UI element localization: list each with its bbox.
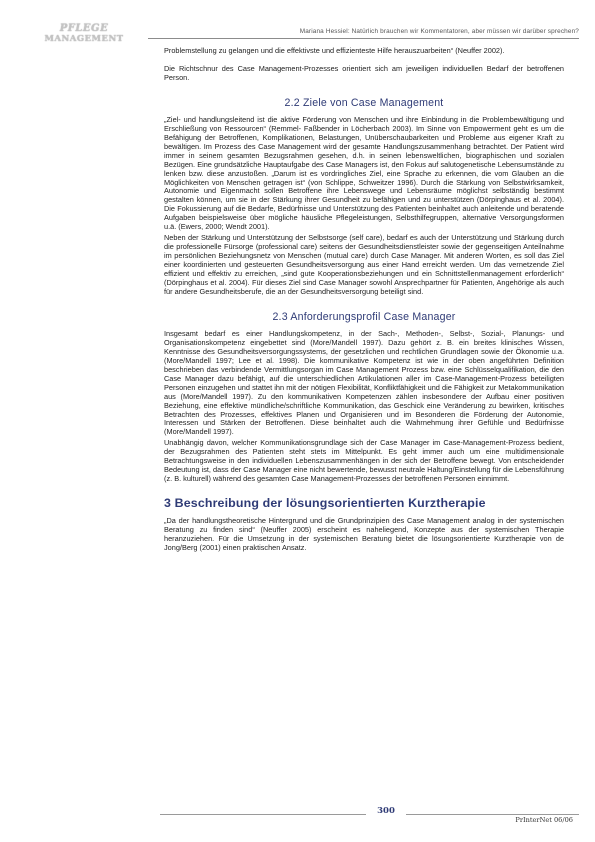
paragraph-richtschnur: Die Richtschnur des Case Management-Prozesses orientiert sich am jeweiligen individuellen Bedarf der betroffenen Person. [164, 63, 564, 82]
paragraph-intro: Problemstellung zu gelangen und die effektivste und effizienteste Hilfe herauszuarbeiten“ (Neuffer 2002). [164, 46, 505, 55]
footer-rule-right [406, 814, 579, 815]
page-footer [0, 802, 595, 842]
journal-logo [28, 24, 140, 46]
paragraph-kurztherapie-1: „Da der handlungstheoretische Hintergrund und die Grundprinzipien des Case Management analog in der systemischen Beratung zu finden sind“ (Neuffer 2005) erscheint es naheliegend, Konzepte aus der systemischen Therapie heranzuziehen. Für die Umsetzung in der systemischen Beratung bietet die lösungsorientierte Kurztherapie von de Jong/Berg (2001) einen praktischen Ansatz. [164, 516, 564, 552]
paragraph-anforderung-2: Unabhängig davon, welcher Kommunikationsgrundlage sich der Case Manager im Case-Management-Prozess bedient, der Bezugsrahmen des Patienten steht stets im Mittelpunkt. Es geht immer auch um eine multidimensionale Betrachtungsweise in den individuellen Lebenszusammenhängen in der sich der Betroffene bewegt. Von entscheidender Bedeutung ist, dass der Case Manager eine nicht bewertende, bewusst neutrale Haltung/Einstellung für die Lebensführung (z. B. kulturell) während des gesamten Case Management-Prozesses der betroffenen Personen einnimmt. [164, 438, 564, 484]
page-number: 300 [377, 806, 395, 816]
paragraph-ziele-2: Neben der Stärkung und Unterstützung der Selbstsorge (self care), bedarf es auch der Unterstützung und Stärkung durch die professionelle Fürsorge (professional care) seitens der Gesundheitsdienstleister sowie der gegenseitigen Anteilnahme im persönlichen Beziehungsnetz von Menschen (mutual care) durch Case Manager. Mit anderen Worten, es soll das Ziel einer koordinierten und gesteuerten Gesundheitsversorgung aus einer Hand erreicht werden. Um das vernetzende Ziel effizient und effektiv zu erreichen, „sind gute Kooperationsbeziehungen und ein Schnittstellenmanagement erforderlich“ (Dörpinghaus et al. 2004). Für dieses Ziel sind Case Manager sowohl Ansprechpartner für Patienten, Angehörige als auch für andere Gesundheitsberufe, die an der Gesundheitsversorgung beteiligt sind. [164, 233, 564, 296]
running-head: Mariana Hessiel: Natürlich brauchen wir Kommentatoren, aber müssen wir darüber sprechen? [299, 28, 579, 35]
paragraph-ziele-1: „Ziel- und handlungsleitend ist die aktive Förderung von Menschen und ihre Einbindung in die Problembewältigung und Erschließung von Ressourcen“ (Remmel- Faßbender in Löcherbach 2003). Im Sinne von Empowerment geht es um die Befähigung der Betroffenen, Komplikationen, Belastungen, Unüberschaubarkeiten und Probleme aus eigener Kraft zu bewältigen. Im Prozess des Case Management wird der gesamte Handlungszusammenhang betrachtet. Der Patient wird immer in seinem gesamten Bezugsrahmen gesehen, d.h. in seinen lebensweltlichen, biographischen und sozialen Bezügen. Eine grundsätzliche Hauptaufgabe des Case Managers ist, den Fokus auf salutogenetische Lebensumstände zu lenken bzw. diese anzustoßen. „Darum ist es vordringliches Ziel, eine Sprache zu erkennen, die vom Glauben an die Möglichkeiten von Menschen getragen ist“ (von Schlippe, Schweitzer 1996). Durch die Stärkung von Selbstwirksamkeit, Autonomie und Eigenmacht sollen Betroffene ihre Lebenswege und Lebensräume möglichst selbständig bestimmt gestalten können, um sie in der Stärkung ihrer Gesundheit zu befähigen und zu unterstützen (Dörpinghaus et al. 2004). Die Fokussierung auf die Bedarfe, Bedürfnisse und Unterstützung des Patienten beinhaltet auch anleitende und beratende Aufgaben beispielsweise über mögliche häusliche Pflegeleistungen, Selbsthilfegruppen, alternative Versorgungsformen u.ä. (Ewers, 2000; Wendt 2001). [164, 114, 564, 232]
footer-rule-left [160, 814, 366, 815]
journal-reference: PrInterNet 06/06 [515, 816, 573, 824]
logo-line-1: PFLEGE [59, 23, 109, 34]
page-header [0, 0, 595, 52]
article-body [164, 47, 564, 562]
paragraph-anforderung-1: Insgesamt bedarf es einer Handlungskompetenz, in der Sach-, Methoden-, Selbst-, Sozial-, Planungs- und Organisationskompetenz eingebettet sind (More/Mandell 1997). Dazu gehört z. B. ein breites klinisches Wissen, Kenntnisse des Gesundheitsversorgungssystems, der gesetzlichen und rechtlichen Grundlagen sowie der Ökonomie u.a. (More/Mandell 1997; Lee et al. 1998). Die kommunikative Kompetenz ist wie in der oben angeführten Definition beschrieben das verbindende Vermittlungsorgan im Case Management Prozess bzw. eine Schlüsselqualifikation, die den Case Manager dazu befähigt, auf die unterschiedlichen Artikulationen aller im Case-Management-Prozess beteiligten Personen einzugehen und stattet ihn mit der nötigen Flexibilität, Konfliktfähigkeit und die Fähigkeit zur Metakommunikation aus (More/Mandell 1997). Zu den kommunikativen Kompetenzen zählen insbesondere der Aufbau einer positiven Beziehung, eine effektive mündliche/schriftliche Kommunikation, das Geschick eine Veränderung zu bewirken, kritisches Betrachten des Prozesses, effektives Planen und Organisieren und im Besonderen die Förderung der Autonomie, Interessen und Stärken der Betroffenen. Diese beinhaltet auch die Wahrnehmung ihrer Gefühle und Bedürfnisse (More/Mandell 1997). [164, 328, 564, 437]
section-heading-2-2: 2.2 Ziele von Case Management [284, 96, 444, 109]
section-heading-3: 3 Beschreibung der lösungsorientierten Kurztherapie [164, 496, 486, 511]
section-heading-2-3: 2.3 Anforderungsprofil Case Manager [272, 310, 456, 323]
header-rule [148, 38, 579, 39]
logo-line-2: MANAGEMENT [44, 34, 124, 44]
